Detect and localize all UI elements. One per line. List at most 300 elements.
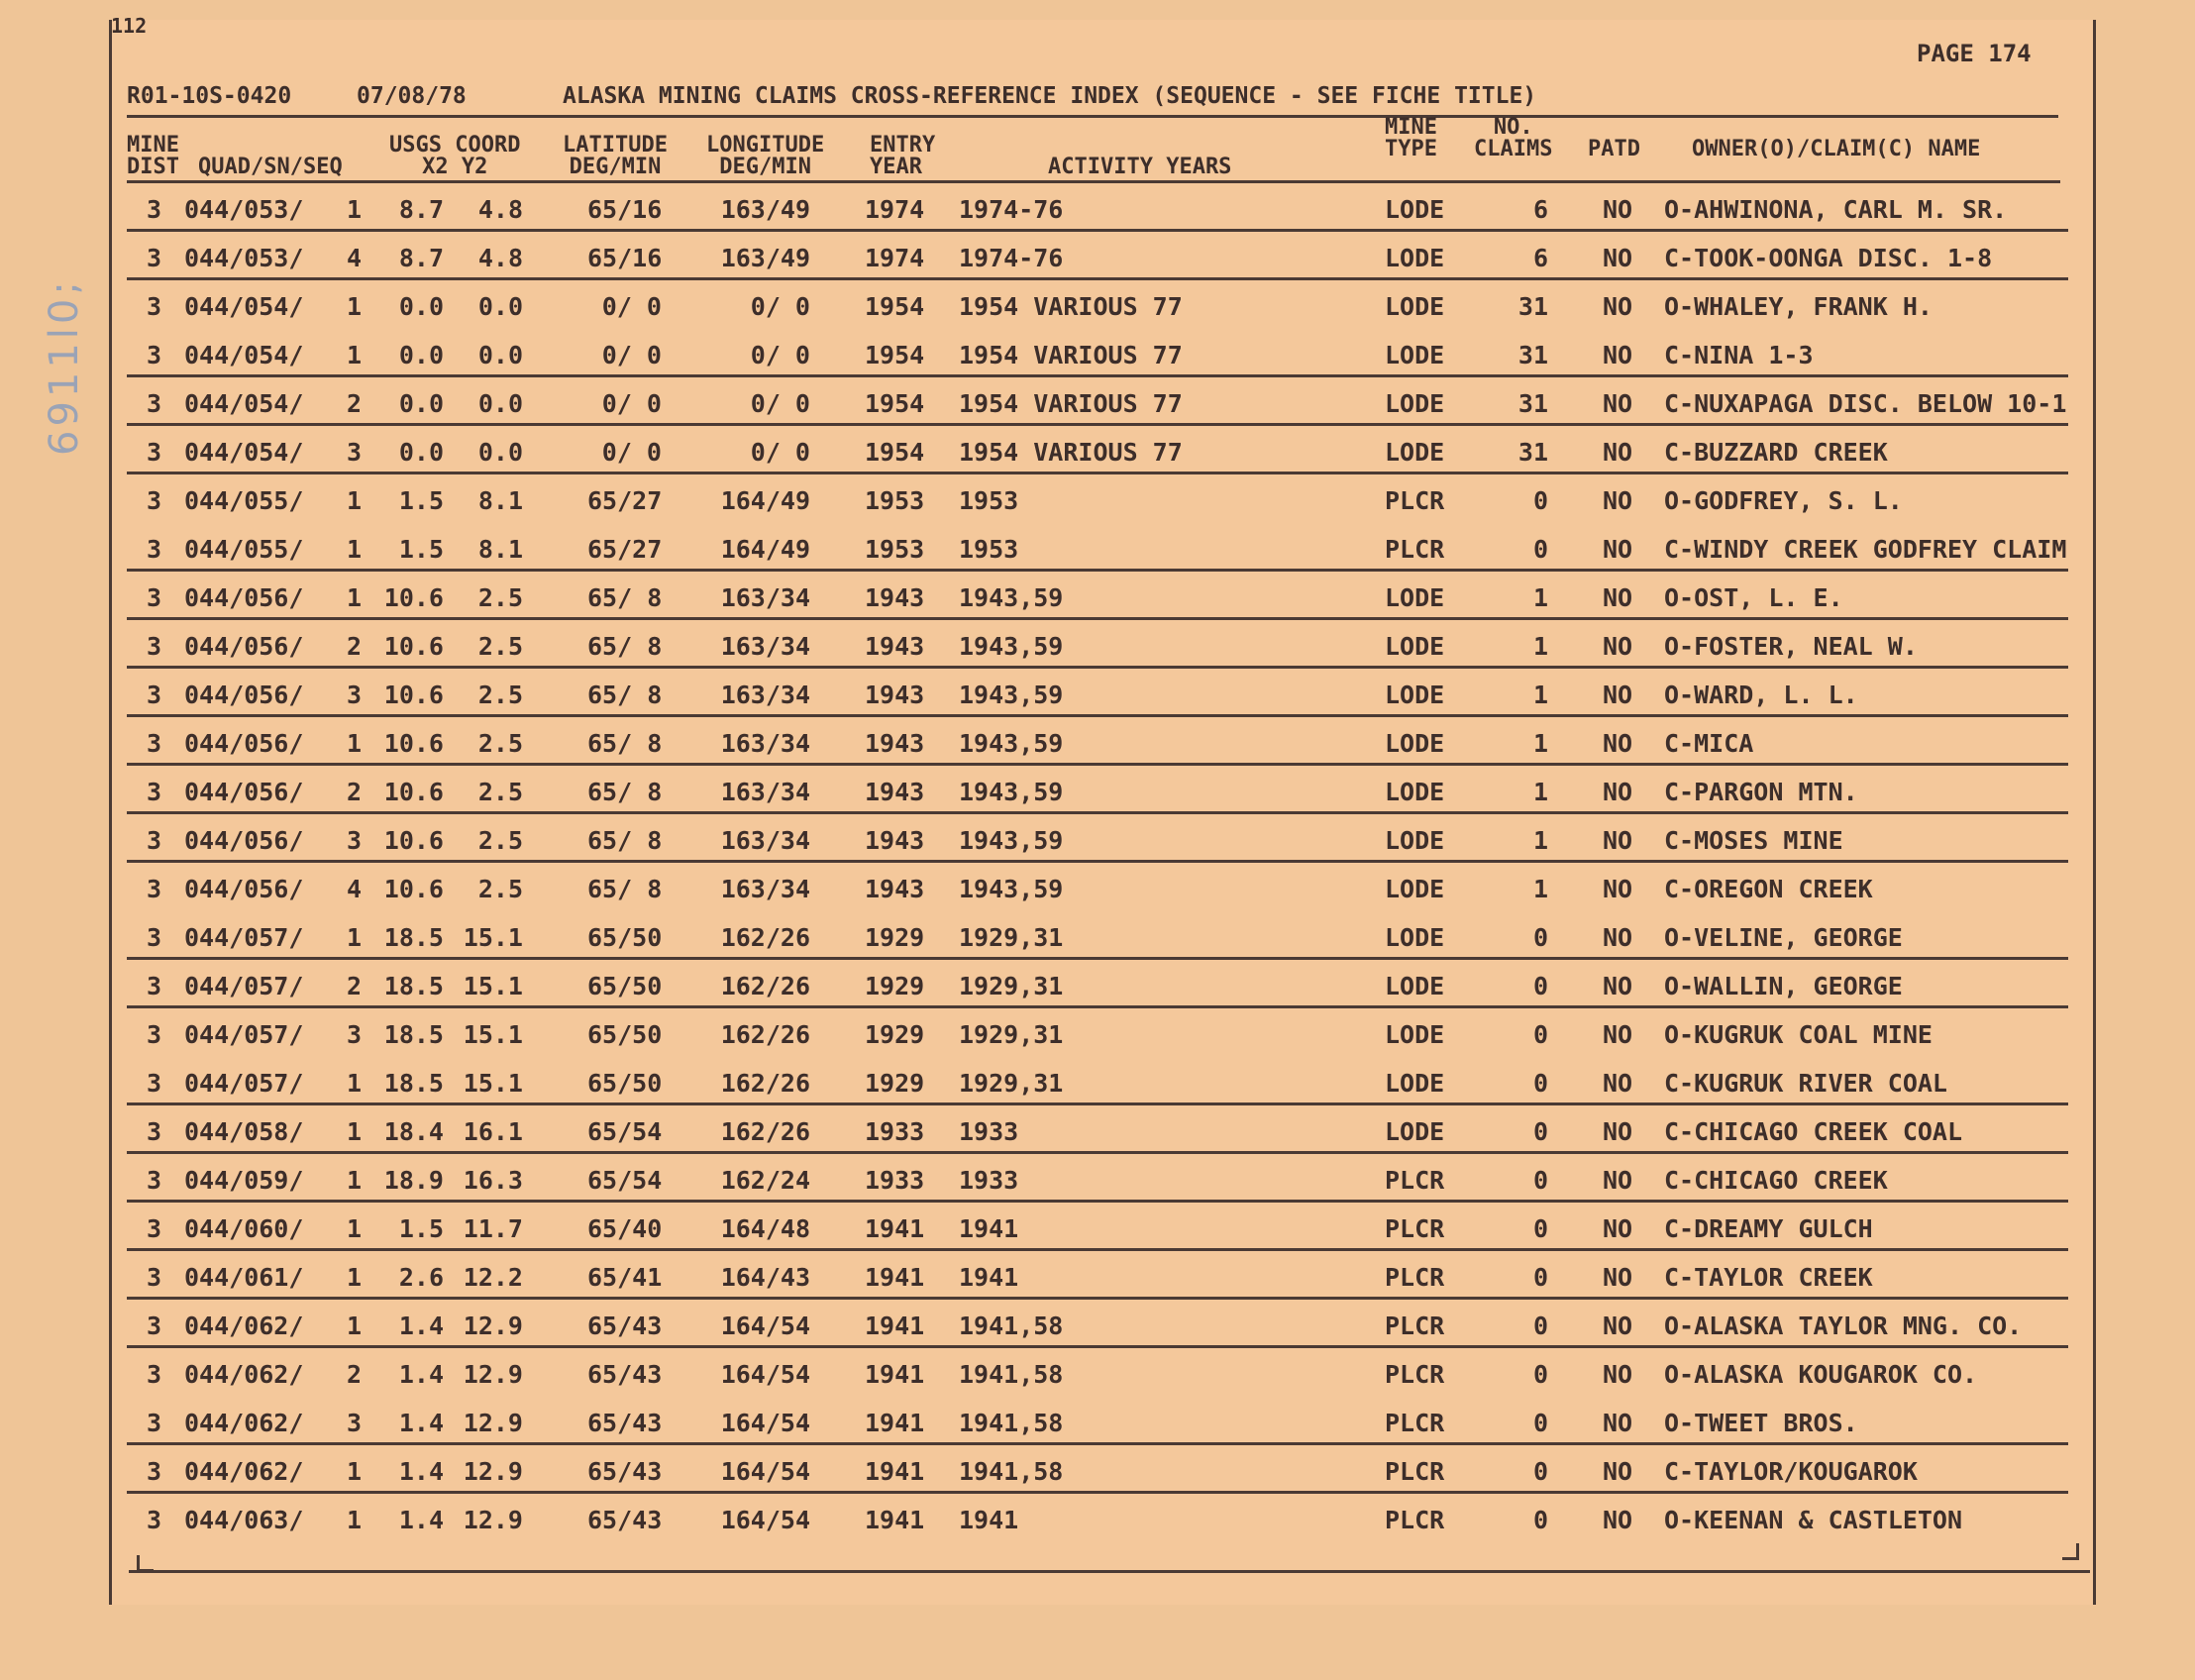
patented-cell: NO — [1603, 681, 1633, 709]
mine-type-cell: LODE — [1385, 923, 1445, 952]
entry-year-cell: 1941 — [865, 1409, 925, 1437]
latitude-cell: 65/16 — [587, 244, 663, 272]
header-mine-type: MINE TYPE — [1385, 115, 1437, 161]
longitude-cell: 164/54 — [720, 1457, 810, 1486]
longitude-cell: 163/34 — [720, 826, 810, 855]
longitude-cell: 162/26 — [720, 923, 810, 952]
mine-dist-cell: 3 — [147, 438, 162, 467]
latitude-cell: 65/ 8 — [587, 681, 663, 709]
activity-years-cell: 1954 VARIOUS 77 — [959, 389, 1183, 418]
entry-year-cell: 1943 — [865, 875, 925, 903]
mine-dist-cell: 3 — [147, 1214, 162, 1243]
usgs-x2-cell: 18.5 — [383, 923, 444, 952]
mine-dist-cell: 3 — [147, 1409, 162, 1437]
mine-type-cell: LODE — [1385, 875, 1445, 903]
patented-cell: NO — [1603, 1457, 1633, 1486]
owner-claim-name-cell: C-DREAMY GULCH — [1664, 1214, 1873, 1243]
longitude-cell: 163/34 — [720, 778, 810, 806]
usgs-x2-cell: 10.6 — [383, 583, 444, 612]
mine-type-cell: LODE — [1385, 972, 1445, 1000]
usgs-x2-cell: 1.5 — [398, 535, 444, 564]
latitude-cell: 0/ 0 — [601, 341, 662, 369]
column-header-row — [127, 117, 2060, 183]
seq-cell: 2 — [347, 632, 363, 661]
usgs-x2-cell: 10.6 — [383, 729, 444, 758]
quad-cell: 044/056/ — [184, 778, 304, 806]
patented-cell: NO — [1603, 341, 1633, 369]
mine-dist-cell: 3 — [147, 681, 162, 709]
seq-cell: 2 — [347, 972, 363, 1000]
activity-years-cell: 1929,31 — [959, 923, 1064, 952]
table-row — [127, 620, 2068, 669]
owner-claim-name-cell: C-CHICAGO CREEK COAL — [1664, 1117, 1963, 1146]
activity-years-cell: 1954 VARIOUS 77 — [959, 438, 1183, 467]
longitude-cell: 162/26 — [720, 1020, 810, 1049]
longitude-cell: 164/54 — [720, 1312, 810, 1340]
activity-years-cell: 1929,31 — [959, 1069, 1064, 1098]
quad-cell: 044/058/ — [184, 1117, 304, 1146]
usgs-y2-cell: 2.5 — [477, 875, 523, 903]
owner-claim-name-cell: O-ALASKA KOUGAROK CO. — [1664, 1360, 1978, 1389]
seq-cell: 1 — [347, 486, 363, 515]
mine-dist-cell: 3 — [147, 1312, 162, 1340]
quad-cell: 044/057/ — [184, 972, 304, 1000]
usgs-x2-cell: 10.6 — [383, 681, 444, 709]
seq-cell: 1 — [347, 1263, 363, 1292]
usgs-y2-cell: 12.9 — [463, 1409, 523, 1437]
quad-cell: 044/056/ — [184, 583, 304, 612]
quad-cell: 044/062/ — [184, 1457, 304, 1486]
mine-dist-cell: 3 — [147, 195, 162, 224]
longitude-cell: 163/34 — [720, 632, 810, 661]
table-row — [127, 814, 2068, 863]
quad-cell: 044/056/ — [184, 826, 304, 855]
mine-type-cell: PLCR — [1385, 1409, 1445, 1437]
mine-type-cell: LODE — [1385, 195, 1445, 224]
longitude-cell: 164/54 — [720, 1409, 810, 1437]
usgs-x2-cell: 18.5 — [383, 1069, 444, 1098]
usgs-y2-cell: 8.1 — [477, 535, 523, 564]
header-mine-dist: MINE DIST — [127, 133, 179, 179]
entry-year-cell: 1943 — [865, 826, 925, 855]
activity-years-cell: 1941,58 — [959, 1457, 1064, 1486]
longitude-cell: 163/34 — [720, 583, 810, 612]
usgs-y2-cell: 0.0 — [477, 389, 523, 418]
latitude-cell: 65/54 — [587, 1117, 663, 1146]
patented-cell: NO — [1603, 1312, 1633, 1340]
usgs-y2-cell: 0.0 — [477, 341, 523, 369]
owner-claim-name-cell: C-KUGRUK RIVER COAL — [1664, 1069, 1947, 1098]
seq-cell: 1 — [347, 535, 363, 564]
mine-type-cell: PLCR — [1385, 1360, 1445, 1389]
seq-cell: 3 — [347, 1409, 363, 1437]
latitude-cell: 65/50 — [587, 1069, 663, 1098]
owner-claim-name-cell: C-WINDY CREEK GODFREY CLAIM — [1664, 535, 2067, 564]
usgs-y2-cell: 12.9 — [463, 1506, 523, 1534]
quad-cell: 044/056/ — [184, 729, 304, 758]
claims-count-cell: 0 — [1532, 1312, 1548, 1340]
quad-cell: 044/053/ — [184, 244, 304, 272]
claims-table-body — [127, 183, 2068, 1542]
entry-year-cell: 1974 — [865, 244, 925, 272]
usgs-x2-cell: 1.5 — [398, 486, 444, 515]
usgs-x2-cell: 1.5 — [398, 1214, 444, 1243]
activity-years-cell: 1943,59 — [959, 826, 1064, 855]
quad-cell: 044/060/ — [184, 1214, 304, 1243]
usgs-y2-cell: 0.0 — [477, 292, 523, 321]
mine-type-cell: PLCR — [1385, 1263, 1445, 1292]
claims-count-cell: 0 — [1532, 486, 1548, 515]
mine-type-cell: PLCR — [1385, 1457, 1445, 1486]
activity-years-cell: 1929,31 — [959, 1020, 1064, 1049]
quad-cell: 044/054/ — [184, 341, 304, 369]
patented-cell: NO — [1603, 292, 1633, 321]
usgs-y2-cell: 12.9 — [463, 1312, 523, 1340]
longitude-cell: 0/ 0 — [750, 438, 810, 467]
claims-count-cell: 0 — [1532, 1069, 1548, 1098]
header-latitude: LATITUDE DEG/MIN — [563, 133, 668, 179]
claims-count-cell: 6 — [1532, 244, 1548, 272]
latitude-cell: 65/50 — [587, 1020, 663, 1049]
seq-cell: 1 — [347, 195, 363, 224]
table-row — [127, 1105, 2068, 1154]
usgs-y2-cell: 12.2 — [463, 1263, 523, 1292]
owner-claim-name-cell: C-BUZZARD CREEK — [1664, 438, 1888, 467]
mine-dist-cell: 3 — [147, 292, 162, 321]
entry-year-cell: 1953 — [865, 486, 925, 515]
quad-cell: 044/062/ — [184, 1409, 304, 1437]
mine-type-cell: LODE — [1385, 1069, 1445, 1098]
latitude-cell: 0/ 0 — [601, 292, 662, 321]
patented-cell: NO — [1603, 1409, 1633, 1437]
seq-cell: 1 — [347, 292, 363, 321]
usgs-x2-cell: 18.9 — [383, 1166, 444, 1195]
latitude-cell: 65/41 — [587, 1263, 663, 1292]
latitude-cell: 0/ 0 — [601, 438, 662, 467]
longitude-cell: 164/54 — [720, 1360, 810, 1389]
latitude-cell: 65/43 — [587, 1360, 663, 1389]
entry-year-cell: 1954 — [865, 389, 925, 418]
mine-dist-cell: 3 — [147, 875, 162, 903]
owner-claim-name-cell: O-FOSTER, NEAL W. — [1664, 632, 1918, 661]
entry-year-cell: 1943 — [865, 583, 925, 612]
usgs-x2-cell: 18.5 — [383, 972, 444, 1000]
activity-years-cell: 1974-76 — [959, 195, 1064, 224]
usgs-x2-cell: 18.4 — [383, 1117, 444, 1146]
usgs-y2-cell: 2.5 — [477, 583, 523, 612]
entry-year-cell: 1941 — [865, 1506, 925, 1534]
latitude-cell: 65/ 8 — [587, 826, 663, 855]
claims-count-cell: 0 — [1532, 1117, 1548, 1146]
usgs-y2-cell: 15.1 — [463, 1069, 523, 1098]
usgs-y2-cell: 2.5 — [477, 729, 523, 758]
quad-cell: 044/057/ — [184, 1069, 304, 1098]
report-title: ALASKA MINING CLAIMS CROSS-REFERENCE INDEX (SEQUENCE - SEE FICHE TITLE) — [563, 83, 1537, 109]
owner-claim-name-cell: O-OST, L. E. — [1664, 583, 1843, 612]
claims-count-cell: 1 — [1532, 632, 1548, 661]
entry-year-cell: 1953 — [865, 535, 925, 564]
longitude-cell: 162/24 — [720, 1166, 810, 1195]
patented-cell: NO — [1603, 486, 1633, 515]
mine-type-cell: LODE — [1385, 681, 1445, 709]
claims-count-cell: 0 — [1532, 1214, 1548, 1243]
header-no-claims: NO. CLAIMS — [1474, 115, 1553, 161]
mine-dist-cell: 3 — [147, 1166, 162, 1195]
table-row — [127, 572, 2068, 620]
claims-count-cell: 0 — [1532, 1457, 1548, 1486]
longitude-cell: 163/34 — [720, 681, 810, 709]
entry-year-cell: 1941 — [865, 1214, 925, 1243]
quad-cell: 044/054/ — [184, 292, 304, 321]
mine-dist-cell: 3 — [147, 535, 162, 564]
header-longitude: LONGITUDE DEG/MIN — [706, 133, 825, 179]
entry-year-cell: 1941 — [865, 1312, 925, 1340]
claims-count-cell: 1 — [1532, 583, 1548, 612]
table-row — [127, 1008, 2068, 1057]
entry-year-cell: 1933 — [865, 1117, 925, 1146]
mine-dist-cell: 3 — [147, 778, 162, 806]
claims-count-cell: 0 — [1532, 535, 1548, 564]
patented-cell: NO — [1603, 195, 1633, 224]
usgs-x2-cell: 0.0 — [398, 438, 444, 467]
claims-count-cell: 0 — [1532, 1020, 1548, 1049]
mine-dist-cell: 3 — [147, 1360, 162, 1389]
table-row — [127, 911, 2068, 960]
usgs-x2-cell: 0.0 — [398, 389, 444, 418]
usgs-y2-cell: 16.1 — [463, 1117, 523, 1146]
report-date: 07/08/78 — [357, 83, 467, 109]
longitude-cell: 163/49 — [720, 195, 810, 224]
corner-mark: 112 — [111, 14, 148, 38]
seq-cell: 1 — [347, 1312, 363, 1340]
table-row — [127, 1154, 2068, 1203]
entry-year-cell: 1943 — [865, 778, 925, 806]
owner-claim-name-cell: O-KEENAN & CASTLETON — [1664, 1506, 1963, 1534]
patented-cell: NO — [1603, 389, 1633, 418]
latitude-cell: 65/50 — [587, 923, 663, 952]
latitude-cell: 65/27 — [587, 535, 663, 564]
usgs-x2-cell: 10.6 — [383, 778, 444, 806]
latitude-cell: 65/27 — [587, 486, 663, 515]
latitude-cell: 65/50 — [587, 972, 663, 1000]
entry-year-cell: 1954 — [865, 292, 925, 321]
usgs-x2-cell: 10.6 — [383, 632, 444, 661]
usgs-y2-cell: 2.5 — [477, 826, 523, 855]
quad-cell: 044/056/ — [184, 681, 304, 709]
latitude-cell: 65/54 — [587, 1166, 663, 1195]
report-id: R01-10S-0420 — [127, 83, 292, 109]
table-row — [127, 717, 2068, 766]
latitude-cell: 65/43 — [587, 1457, 663, 1486]
table-row — [127, 1251, 2068, 1300]
usgs-x2-cell: 1.4 — [398, 1457, 444, 1486]
quad-cell: 044/053/ — [184, 195, 304, 224]
usgs-y2-cell: 15.1 — [463, 1020, 523, 1049]
mine-dist-cell: 3 — [147, 389, 162, 418]
usgs-y2-cell: 0.0 — [477, 438, 523, 467]
mine-type-cell: LODE — [1385, 389, 1445, 418]
longitude-cell: 0/ 0 — [750, 292, 810, 321]
mine-type-cell: PLCR — [1385, 486, 1445, 515]
usgs-x2-cell: 10.6 — [383, 875, 444, 903]
activity-years-cell: 1943,59 — [959, 875, 1064, 903]
activity-years-cell: 1941,58 — [959, 1409, 1064, 1437]
claims-count-cell: 6 — [1532, 195, 1548, 224]
patented-cell: NO — [1603, 875, 1633, 903]
activity-years-cell: 1953 — [959, 486, 1019, 515]
longitude-cell: 162/26 — [720, 972, 810, 1000]
usgs-x2-cell: 8.7 — [398, 195, 444, 224]
mine-dist-cell: 3 — [147, 632, 162, 661]
claims-count-cell: 31 — [1517, 389, 1548, 418]
activity-years-cell: 1933 — [959, 1117, 1019, 1146]
entry-year-cell: 1954 — [865, 438, 925, 467]
patented-cell: NO — [1603, 583, 1633, 612]
usgs-y2-cell: 2.5 — [477, 681, 523, 709]
table-row — [127, 1494, 2068, 1542]
entry-year-cell: 1933 — [865, 1166, 925, 1195]
mine-dist-cell: 3 — [147, 1020, 162, 1049]
owner-claim-name-cell: O-AHWINONA, CARL M. SR. — [1664, 195, 2008, 224]
mine-type-cell: PLCR — [1385, 1166, 1445, 1195]
mine-dist-cell: 3 — [147, 244, 162, 272]
report-title-line — [127, 81, 2058, 118]
entry-year-cell: 1974 — [865, 195, 925, 224]
mine-dist-cell: 3 — [147, 1506, 162, 1534]
longitude-cell: 164/48 — [720, 1214, 810, 1243]
table-row — [127, 329, 2068, 377]
claims-count-cell: 0 — [1532, 1360, 1548, 1389]
mine-dist-cell: 3 — [147, 1457, 162, 1486]
patented-cell: NO — [1603, 778, 1633, 806]
mine-type-cell: LODE — [1385, 341, 1445, 369]
entry-year-cell: 1943 — [865, 632, 925, 661]
entry-year-cell: 1929 — [865, 972, 925, 1000]
usgs-y2-cell: 12.9 — [463, 1457, 523, 1486]
mine-type-cell: PLCR — [1385, 535, 1445, 564]
mine-dist-cell: 3 — [147, 583, 162, 612]
activity-years-cell: 1941 — [959, 1263, 1019, 1292]
seq-cell: 3 — [347, 826, 363, 855]
owner-claim-name-cell: C-MICA — [1664, 729, 1754, 758]
table-row — [127, 1300, 2068, 1348]
seq-cell: 3 — [347, 681, 363, 709]
longitude-cell: 164/43 — [720, 1263, 810, 1292]
seq-cell: 1 — [347, 1069, 363, 1098]
seq-cell: 1 — [347, 1214, 363, 1243]
claims-count-cell: 1 — [1532, 778, 1548, 806]
claims-count-cell: 0 — [1532, 1409, 1548, 1437]
patented-cell: NO — [1603, 1214, 1633, 1243]
activity-years-cell: 1929,31 — [959, 972, 1064, 1000]
claims-count-cell: 0 — [1532, 923, 1548, 952]
usgs-x2-cell: 1.4 — [398, 1409, 444, 1437]
usgs-y2-cell: 12.9 — [463, 1360, 523, 1389]
longitude-cell: 164/54 — [720, 1506, 810, 1534]
usgs-y2-cell: 8.1 — [477, 486, 523, 515]
entry-year-cell: 1943 — [865, 729, 925, 758]
claims-count-cell: 0 — [1532, 972, 1548, 1000]
activity-years-cell: 1941,58 — [959, 1360, 1064, 1389]
table-row — [127, 377, 2068, 426]
entry-year-cell: 1941 — [865, 1263, 925, 1292]
page-number: PAGE 174 — [1917, 40, 2032, 67]
longitude-cell: 0/ 0 — [750, 389, 810, 418]
owner-claim-name-cell: O-GODFREY, S. L. — [1664, 486, 1903, 515]
owner-claim-name-cell: O-KUGRUK COAL MINE — [1664, 1020, 1933, 1049]
table-row — [127, 183, 2068, 232]
activity-years-cell: 1954 VARIOUS 77 — [959, 292, 1183, 321]
owner-claim-name-cell: C-OREGON CREEK — [1664, 875, 1873, 903]
longitude-cell: 163/34 — [720, 729, 810, 758]
mine-type-cell: LODE — [1385, 244, 1445, 272]
usgs-x2-cell: 1.4 — [398, 1506, 444, 1534]
claims-count-cell: 31 — [1517, 438, 1548, 467]
owner-claim-name-cell: C-NUXAPAGA DISC. BELOW 10-1 — [1664, 389, 2067, 418]
latitude-cell: 0/ 0 — [601, 389, 662, 418]
quad-cell: 044/054/ — [184, 438, 304, 467]
mine-type-cell: PLCR — [1385, 1506, 1445, 1534]
claims-count-cell: 1 — [1532, 681, 1548, 709]
quad-cell: 044/063/ — [184, 1506, 304, 1534]
seq-cell: 1 — [347, 1117, 363, 1146]
mine-dist-cell: 3 — [147, 729, 162, 758]
mine-type-cell: LODE — [1385, 1117, 1445, 1146]
patented-cell: NO — [1603, 826, 1633, 855]
mine-dist-cell: 3 — [147, 341, 162, 369]
mine-type-cell: LODE — [1385, 632, 1445, 661]
mine-type-cell: LODE — [1385, 438, 1445, 467]
header-activity-years: ACTIVITY YEARS — [1048, 155, 1232, 179]
patented-cell: NO — [1603, 535, 1633, 564]
seq-cell: 2 — [347, 778, 363, 806]
owner-claim-name-cell: C-TOOK-OONGA DISC. 1-8 — [1664, 244, 1993, 272]
quad-cell: 044/057/ — [184, 923, 304, 952]
mine-dist-cell: 3 — [147, 1117, 162, 1146]
claims-count-cell: 0 — [1532, 1506, 1548, 1534]
longitude-cell: 164/49 — [720, 486, 810, 515]
header-patd: PATD — [1588, 137, 1640, 161]
activity-years-cell: 1943,59 — [959, 681, 1064, 709]
claims-count-cell: 31 — [1517, 341, 1548, 369]
seq-cell: 2 — [347, 389, 363, 418]
activity-years-cell: 1954 VARIOUS 77 — [959, 341, 1183, 369]
latitude-cell: 65/16 — [587, 195, 663, 224]
longitude-cell: 163/49 — [720, 244, 810, 272]
mine-dist-cell: 3 — [147, 923, 162, 952]
usgs-x2-cell: 1.4 — [398, 1360, 444, 1389]
claims-count-cell: 0 — [1532, 1263, 1548, 1292]
header-owner-claim: OWNER(O)/CLAIM(C) NAME — [1692, 137, 1981, 161]
latitude-cell: 65/40 — [587, 1214, 663, 1243]
usgs-y2-cell: 2.5 — [477, 632, 523, 661]
quad-cell: 044/055/ — [184, 486, 304, 515]
longitude-cell: 0/ 0 — [750, 341, 810, 369]
activity-years-cell: 1941 — [959, 1214, 1019, 1243]
patented-cell: NO — [1603, 1117, 1633, 1146]
patented-cell: NO — [1603, 1020, 1633, 1049]
mine-dist-cell: 3 — [147, 972, 162, 1000]
longitude-cell: 162/26 — [720, 1117, 810, 1146]
table-row — [127, 474, 2068, 523]
patented-cell: NO — [1603, 632, 1633, 661]
usgs-y2-cell: 2.5 — [477, 778, 523, 806]
table-row — [127, 1348, 2068, 1397]
entry-year-cell: 1941 — [865, 1457, 925, 1486]
latitude-cell: 65/43 — [587, 1506, 663, 1534]
seq-cell: 4 — [347, 244, 363, 272]
claims-count-cell: 1 — [1532, 826, 1548, 855]
